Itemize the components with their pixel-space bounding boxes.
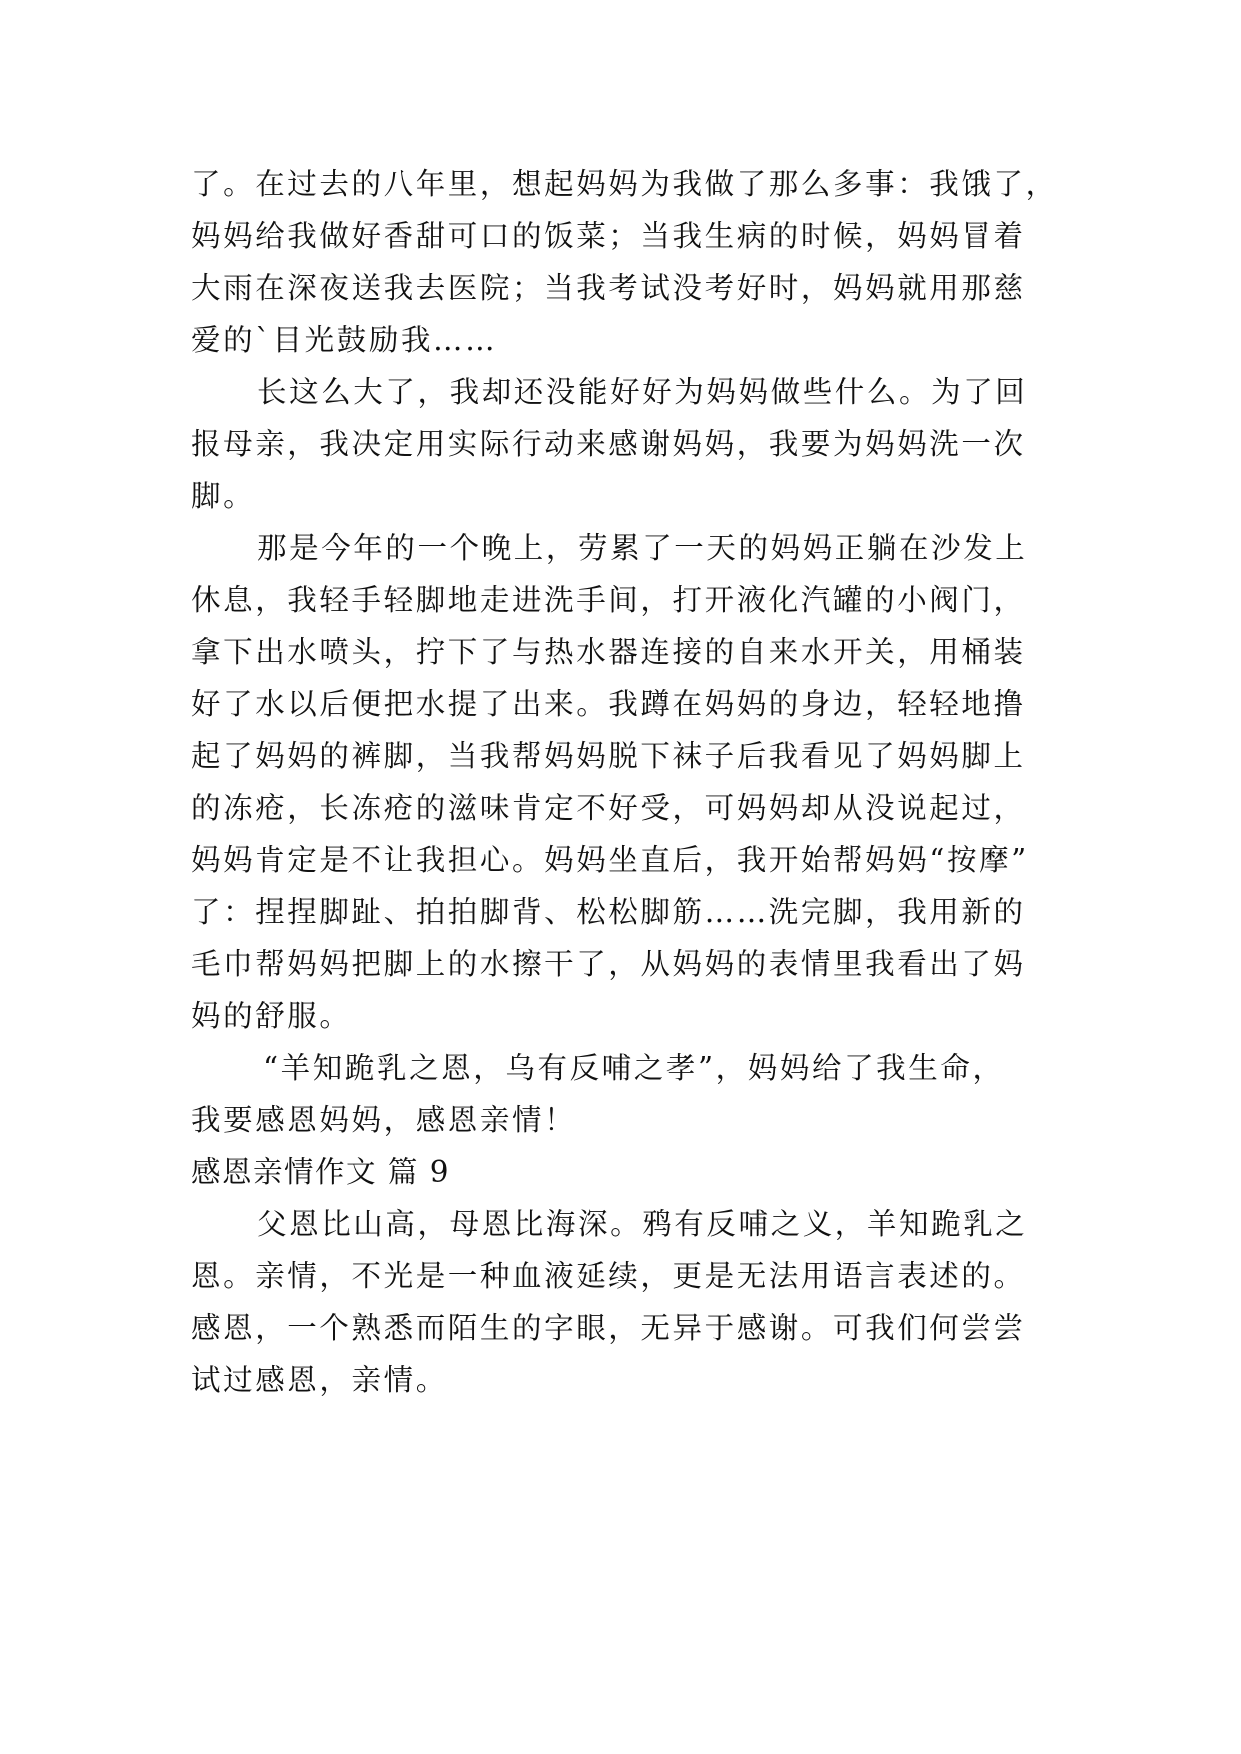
text-line: 那是今年的一个晚上，劳累了一天的妈妈正躺在沙发上 (257, 531, 1028, 565)
section-heading: 感恩亲情作文 篇 9 (191, 1155, 451, 1189)
text-line: 好了水以后便把水提了出来。我蹲在妈妈的身边，轻轻地撸 (191, 687, 1026, 721)
text-line: 妈的舒服。 (191, 999, 352, 1033)
text-line: 脚。 (191, 479, 256, 513)
text-line: 大雨在深夜送我去医院；当我考试没考好时，妈妈就用那慈 (191, 271, 1026, 305)
text-line: 爱的`目光鼓励我…… (191, 323, 498, 357)
text-line: 起了妈妈的裤脚，当我帮妈妈脱下袜子后我看见了妈妈脚上 (191, 739, 1026, 773)
text-line: 休息，我轻手轻脚地走进洗手间，打开液化汽罐的小阀门， (191, 583, 1026, 617)
text-line: 毛巾帮妈妈把脚上的水擦干了，从妈妈的表情里我看出了妈 (191, 947, 1026, 981)
text-line: 感恩，一个熟悉而陌生的字眼，无异于感谢。可我们何尝尝 (191, 1311, 1026, 1345)
text-line: “羊知跪乳之恩，乌有反哺之孝”，妈妈给了我生命， (263, 1051, 1005, 1085)
text-line: 我要感恩妈妈，感恩亲情！ (191, 1103, 577, 1137)
text-line: 父恩比山高，母恩比海深。鸦有反哺之义，羊知跪乳之 (257, 1207, 1028, 1241)
text-line: 了：捏捏脚趾、拍拍脚背、松松脚筋……洗完脚，我用新的 (191, 895, 1026, 929)
text-line: 妈妈给我做好香甜可口的饭菜；当我生病的时候，妈妈冒着 (191, 219, 1026, 253)
text-line: 的冻疮，长冻疮的滋味肯定不好受，可妈妈却从没说起过， (191, 791, 1026, 825)
text-line: 报母亲，我决定用实际行动来感谢妈妈，我要为妈妈洗一次 (191, 427, 1026, 461)
text-line: 妈妈肯定是不让我担心。妈妈坐直后，我开始帮妈妈“按摩” (191, 843, 1029, 877)
text-line: 拿下出水喷头，拧下了与热水器连接的自来水开关，用桶装 (191, 635, 1026, 669)
text-line: 恩。亲情，不光是一种血液延续，更是无法用语言表述的。 (191, 1259, 1026, 1293)
text-line: 试过感恩，亲情。 (191, 1363, 448, 1397)
text-line: 了。在过去的八年里，想起妈妈为我做了那么多事：我饿了， (191, 167, 1058, 201)
document-body (191, 158, 1061, 1406)
text-line: 长这么大了，我却还没能好好为妈妈做些什么。为了回 (257, 375, 1028, 409)
